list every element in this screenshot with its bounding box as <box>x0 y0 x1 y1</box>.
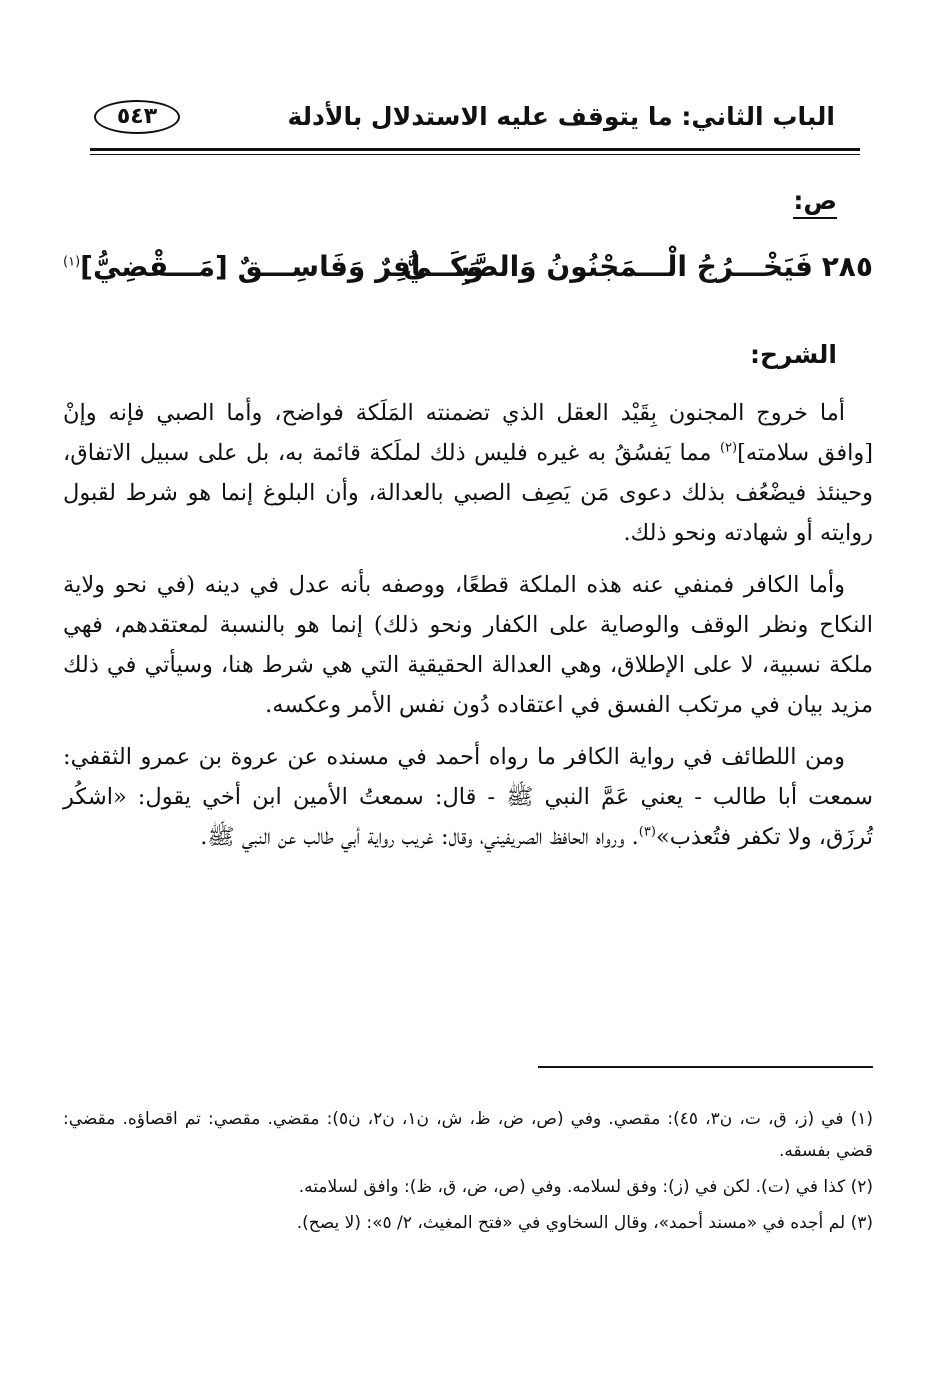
footnote-separator <box>538 1066 873 1068</box>
page-number: ٥٤٣ <box>94 100 180 134</box>
text-heading <box>793 186 837 215</box>
footnote-ref-1[interactable]: (١) <box>63 254 81 270</box>
paragraph <box>63 737 873 857</box>
text-heading-label: ص: <box>793 186 837 219</box>
verse-line <box>63 248 873 294</box>
footnote-ref-2[interactable]: (٢) <box>719 440 738 456</box>
verse-first-hemistich: فَيَخْـــرُجُ الْـــمَجْنُونُ وَالصَّبِـــيُّ <box>403 250 813 283</box>
paragraph <box>63 393 873 553</box>
header-rule-thick <box>90 148 860 151</box>
verse-second-hemistich: وَكَـــافِرٌ وَفَاسِـــقٌ [مَـــقْضِيُّ] <box>80 250 484 283</box>
verse-second-hemistich-wrap <box>63 250 484 283</box>
page-header <box>90 92 835 140</box>
paragraph-text: . ورواه الحافظ الصريفيني، وقال: غريب رواية أبي طالب عن النبي ﷺ. <box>200 824 639 850</box>
paragraph: وأما الكافر فمنفي عنه هذه الملكة قطعًا، ووصفه بأنه عدل في دينه (في نحو ولاية النكاح ونظر الوقف والوصاية على الكفار ونحو ذلك) إنما هو بالنسبة لمعتقدهم، فهي ملكة نسبية، لا على الإطلاق، وهي العدالة الحقيقية التي هي شرط هنا، وسيأتي في ذلك مزيد بيان في مرتكب الفسق في اعتقاده دُون نفس الأمر وعكسه. <box>63 572 873 718</box>
running-title: الباب الثاني: ما يتوقف عليه الاستدلال بالأدلة <box>287 102 835 131</box>
sharh-heading <box>750 340 837 369</box>
verse-number: ٢٨٥ <box>821 250 873 283</box>
commentary-body <box>63 393 873 869</box>
paragraph-text: أما خروج المجنون بِقَيْد العقل الذي تضمنته المَلَكة فواضح، وأما الصبي فإنه وإنْ [وافق سلامته] <box>63 400 874 466</box>
footnotes <box>63 1103 873 1243</box>
footnote-2: (٢) كذا في (ت). لكن في (ز): وفق لسلامه. وفي (ص، ض، ق، ظ): وافق لسلامته. <box>298 1177 873 1197</box>
footnote-ref-3[interactable]: (٣) <box>638 824 656 840</box>
header-rule-thin <box>90 154 860 155</box>
footnote-3: (٣) لم أجده في «مسند أحمد»، وقال السخاوي في «فتح المغيث، ٢/ ٥»: (لا يصح). <box>296 1213 873 1233</box>
paragraph-text: ومن اللطائف في رواية الكافر ما رواه أحمد في مسنده عن عروة بن عمرو الثقفي: سمعت أبا طالب - يعني عَمَّ النبي ﷺ - قال: سمعتُ الأمين ابن أخي يقول: «اشكُر تُرزَق، ولا تكفر فتُعذب» <box>63 744 873 850</box>
paragraph-text: مما يَفسُقُ به غيره فليس ذلك لملَكة قائمة به، بل على سبيل الاتفاق، وحينئذ فيضْعُف بذلك دعوى مَن يَصِف الصبي بالعدالة، وأن البلوغ إنما هو شرط لقبول روايته أو شهادته ونحو ذلك. <box>63 440 873 546</box>
sharh-heading-label: الشرح: <box>750 340 837 369</box>
footnote-1: (١) في (ز، ق، ت، ن٣، ٤٥): مقصي. وفي (ص، ض، ظ، ش، ن١، ن٢، ن٥): مقضي. مقصي: تم اقصاؤه. مقضي: قضي بفسقه. <box>63 1109 873 1161</box>
